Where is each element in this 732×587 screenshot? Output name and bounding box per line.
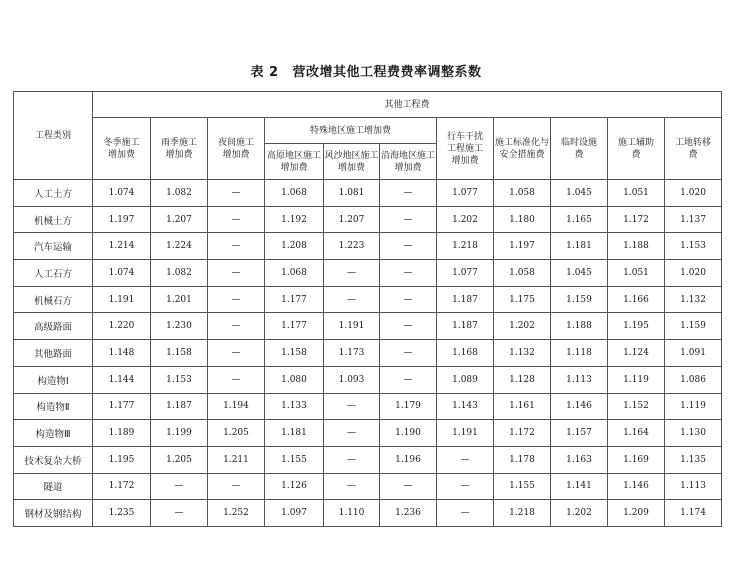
coefficient-cell: 1.086 bbox=[665, 366, 722, 393]
table-row bbox=[14, 233, 722, 260]
coefficient-cell: 1.146 bbox=[551, 393, 608, 420]
coefficient-cell: 1.180 bbox=[494, 206, 551, 233]
coefficient-cell: 1.218 bbox=[494, 500, 551, 527]
coefficient-cell: 1.191 bbox=[324, 313, 380, 340]
coefficient-cell: 1.178 bbox=[494, 446, 551, 473]
coefficient-cell: 1.091 bbox=[665, 340, 722, 367]
coefficient-cell: 1.196 bbox=[380, 446, 437, 473]
coefficient-cell: 1.118 bbox=[551, 340, 608, 367]
header-site-transfer: 工地转移费 bbox=[665, 118, 722, 180]
coefficient-cell: 1.207 bbox=[324, 206, 380, 233]
coefficient-cell: 1.164 bbox=[608, 420, 665, 447]
coefficient-cell: 1.153 bbox=[151, 366, 208, 393]
coefficient-cell: 1.172 bbox=[494, 420, 551, 447]
coefficient-cell: 1.189 bbox=[93, 420, 151, 447]
coefficient-cell: 1.208 bbox=[265, 233, 324, 260]
header-temporary-facilities: 临时设施费 bbox=[551, 118, 608, 180]
coefficient-cell: 1.190 bbox=[380, 420, 437, 447]
coefficient-cell: 1.191 bbox=[93, 286, 151, 313]
coefficient-cell: 1.148 bbox=[93, 340, 151, 367]
coefficient-cell: — bbox=[208, 206, 265, 233]
coefficient-cell: 1.187 bbox=[151, 393, 208, 420]
coefficient-table bbox=[13, 91, 722, 527]
coefficient-cell: 1.159 bbox=[551, 286, 608, 313]
coefficient-cell: 1.172 bbox=[93, 473, 151, 500]
row-category-name: 人工土方 bbox=[14, 180, 93, 207]
coefficient-cell: 1.128 bbox=[494, 366, 551, 393]
coefficient-cell: 1.113 bbox=[665, 473, 722, 500]
coefficient-cell: 1.202 bbox=[551, 500, 608, 527]
coefficient-cell: 1.218 bbox=[437, 233, 494, 260]
header-category: 工程类别 bbox=[14, 92, 93, 180]
table-row bbox=[14, 393, 722, 420]
coefficient-cell: 1.220 bbox=[93, 313, 151, 340]
coefficient-cell: — bbox=[208, 473, 265, 500]
coefficient-cell: 1.224 bbox=[151, 233, 208, 260]
header-plateau: 高原地区施工增加费 bbox=[265, 144, 324, 180]
coefficient-cell: 1.020 bbox=[665, 180, 722, 207]
coefficient-cell: 1.058 bbox=[494, 180, 551, 207]
coefficient-cell: 1.211 bbox=[208, 446, 265, 473]
coefficient-cell: — bbox=[208, 180, 265, 207]
row-category-name: 高级路面 bbox=[14, 313, 93, 340]
row-category-name: 汽车运输 bbox=[14, 233, 93, 260]
coefficient-cell: 1.187 bbox=[437, 313, 494, 340]
coefficient-cell: 1.187 bbox=[437, 286, 494, 313]
table-body bbox=[14, 180, 722, 527]
coefficient-cell: 1.126 bbox=[265, 473, 324, 500]
coefficient-cell: — bbox=[208, 340, 265, 367]
coefficient-cell: 1.113 bbox=[551, 366, 608, 393]
coefficient-cell: — bbox=[380, 206, 437, 233]
header-coastal: 沿海地区施工增加费 bbox=[380, 144, 437, 180]
table-row bbox=[14, 286, 722, 313]
coefficient-cell: 1.152 bbox=[608, 393, 665, 420]
coefficient-cell: 1.080 bbox=[265, 366, 324, 393]
coefficient-cell: 1.172 bbox=[608, 206, 665, 233]
coefficient-cell: 1.192 bbox=[265, 206, 324, 233]
row-category-name: 构造物Ⅲ bbox=[14, 420, 93, 447]
coefficient-cell: — bbox=[380, 233, 437, 260]
row-category-name: 机械石方 bbox=[14, 286, 93, 313]
coefficient-cell: — bbox=[324, 446, 380, 473]
coefficient-cell: — bbox=[380, 340, 437, 367]
coefficient-cell: 1.158 bbox=[151, 340, 208, 367]
coefficient-cell: — bbox=[151, 473, 208, 500]
coefficient-cell: — bbox=[437, 446, 494, 473]
header-night: 夜间施工增加费 bbox=[208, 118, 265, 180]
header-rainy: 雨季施工增加费 bbox=[151, 118, 208, 180]
coefficient-cell: 1.068 bbox=[265, 260, 324, 287]
coefficient-cell: 1.179 bbox=[380, 393, 437, 420]
row-category-name: 机械土方 bbox=[14, 206, 93, 233]
coefficient-cell: 1.020 bbox=[665, 260, 722, 287]
coefficient-cell: 1.202 bbox=[494, 313, 551, 340]
table-row bbox=[14, 420, 722, 447]
coefficient-cell: 1.045 bbox=[551, 260, 608, 287]
coefficient-cell: 1.230 bbox=[151, 313, 208, 340]
coefficient-cell: — bbox=[324, 393, 380, 420]
coefficient-cell: 1.163 bbox=[551, 446, 608, 473]
coefficient-cell: 1.077 bbox=[437, 180, 494, 207]
coefficient-cell: 1.155 bbox=[265, 446, 324, 473]
table-row bbox=[14, 313, 722, 340]
coefficient-cell: 1.081 bbox=[324, 180, 380, 207]
coefficient-cell: 1.175 bbox=[494, 286, 551, 313]
row-category-name: 技术复杂大桥 bbox=[14, 446, 93, 473]
table-row bbox=[14, 500, 722, 527]
coefficient-cell: 1.205 bbox=[151, 446, 208, 473]
coefficient-cell: 1.197 bbox=[93, 206, 151, 233]
coefficient-cell: — bbox=[437, 473, 494, 500]
header-traffic-interference: 行车干扰工程施工增加费 bbox=[437, 118, 494, 180]
coefficient-cell: 1.153 bbox=[665, 233, 722, 260]
row-category-name: 构造物Ⅱ bbox=[14, 393, 93, 420]
coefficient-cell: 1.188 bbox=[608, 233, 665, 260]
coefficient-cell: 1.252 bbox=[208, 500, 265, 527]
coefficient-cell: 1.097 bbox=[265, 500, 324, 527]
row-category-name: 构造物Ⅰ bbox=[14, 366, 93, 393]
coefficient-cell: 1.082 bbox=[151, 260, 208, 287]
coefficient-cell: 1.235 bbox=[93, 500, 151, 527]
coefficient-cell: 1.174 bbox=[665, 500, 722, 527]
coefficient-cell: 1.146 bbox=[608, 473, 665, 500]
coefficient-cell: 1.169 bbox=[608, 446, 665, 473]
coefficient-cell: — bbox=[208, 286, 265, 313]
coefficient-cell: 1.141 bbox=[551, 473, 608, 500]
coefficient-cell: 1.195 bbox=[608, 313, 665, 340]
coefficient-cell: 1.157 bbox=[551, 420, 608, 447]
coefficient-cell: 1.201 bbox=[151, 286, 208, 313]
coefficient-cell: 1.199 bbox=[151, 420, 208, 447]
header-other-fees: 其他工程费 bbox=[93, 92, 722, 118]
coefficient-cell: 1.119 bbox=[665, 393, 722, 420]
coefficient-cell: 1.236 bbox=[380, 500, 437, 527]
coefficient-cell: 1.082 bbox=[151, 180, 208, 207]
coefficient-cell: 1.205 bbox=[208, 420, 265, 447]
coefficient-cell: 1.133 bbox=[265, 393, 324, 420]
row-category-name: 其他路面 bbox=[14, 340, 93, 367]
coefficient-cell: — bbox=[380, 286, 437, 313]
coefficient-cell: 1.223 bbox=[324, 233, 380, 260]
coefficient-cell: 1.077 bbox=[437, 260, 494, 287]
coefficient-cell: 1.144 bbox=[93, 366, 151, 393]
coefficient-cell: 1.137 bbox=[665, 206, 722, 233]
coefficient-cell: — bbox=[208, 233, 265, 260]
coefficient-cell: 1.202 bbox=[437, 206, 494, 233]
coefficient-cell: 1.074 bbox=[93, 260, 151, 287]
row-category-name: 钢材及钢结构 bbox=[14, 500, 93, 527]
table-row bbox=[14, 473, 722, 500]
coefficient-cell: — bbox=[208, 313, 265, 340]
coefficient-cell: 1.051 bbox=[608, 180, 665, 207]
coefficient-cell: — bbox=[380, 180, 437, 207]
row-category-name: 人工石方 bbox=[14, 260, 93, 287]
coefficient-cell: — bbox=[324, 286, 380, 313]
coefficient-cell: 1.130 bbox=[665, 420, 722, 447]
header-sandstorm: 风沙地区施工增加费 bbox=[324, 144, 380, 180]
table-title bbox=[0, 61, 732, 80]
coefficient-cell: 1.093 bbox=[324, 366, 380, 393]
coefficient-cell: 1.159 bbox=[665, 313, 722, 340]
coefficient-cell: — bbox=[324, 473, 380, 500]
coefficient-cell: 1.197 bbox=[494, 233, 551, 260]
coefficient-cell: 1.166 bbox=[608, 286, 665, 313]
header-auxiliary: 施工辅助费 bbox=[608, 118, 665, 180]
coefficient-cell: — bbox=[380, 366, 437, 393]
coefficient-cell: — bbox=[208, 366, 265, 393]
coefficient-cell: 1.143 bbox=[437, 393, 494, 420]
coefficient-cell: — bbox=[324, 260, 380, 287]
coefficient-cell: 1.089 bbox=[437, 366, 494, 393]
coefficient-cell: — bbox=[437, 500, 494, 527]
coefficient-cell: 1.188 bbox=[551, 313, 608, 340]
coefficient-cell: 1.132 bbox=[665, 286, 722, 313]
table-row bbox=[14, 340, 722, 367]
coefficient-cell: 1.161 bbox=[494, 393, 551, 420]
coefficient-cell: 1.135 bbox=[665, 446, 722, 473]
coefficient-cell: 1.132 bbox=[494, 340, 551, 367]
coefficient-cell: 1.209 bbox=[608, 500, 665, 527]
coefficient-cell: 1.177 bbox=[265, 313, 324, 340]
coefficient-cell: 1.158 bbox=[265, 340, 324, 367]
coefficient-cell: — bbox=[324, 420, 380, 447]
table-row bbox=[14, 180, 722, 207]
coefficient-cell: — bbox=[208, 260, 265, 287]
coefficient-cell: — bbox=[380, 313, 437, 340]
coefficient-cell: 1.074 bbox=[93, 180, 151, 207]
coefficient-cell: 1.110 bbox=[324, 500, 380, 527]
coefficient-cell: 1.068 bbox=[265, 180, 324, 207]
table-row bbox=[14, 260, 722, 287]
table-number: 表 2 bbox=[250, 65, 279, 80]
coefficient-cell: — bbox=[151, 500, 208, 527]
coefficient-cell: — bbox=[380, 260, 437, 287]
coefficient-cell: 1.195 bbox=[93, 446, 151, 473]
coefficient-cell: 1.177 bbox=[93, 393, 151, 420]
header-special-regions: 特殊地区施工增加费 bbox=[265, 118, 437, 144]
coefficient-cell: 1.214 bbox=[93, 233, 151, 260]
header-standardization-safety: 施工标准化与安全措施费 bbox=[494, 118, 551, 180]
coefficient-cell: 1.194 bbox=[208, 393, 265, 420]
table-title-text: 营改增其他工程费费率调整系数 bbox=[292, 65, 482, 80]
coefficient-cell: — bbox=[380, 473, 437, 500]
table-row bbox=[14, 366, 722, 393]
coefficient-cell: 1.168 bbox=[437, 340, 494, 367]
coefficient-cell: 1.181 bbox=[265, 420, 324, 447]
header-winter: 冬季施工增加费 bbox=[93, 118, 151, 180]
coefficient-cell: 1.191 bbox=[437, 420, 494, 447]
coefficient-cell: 1.155 bbox=[494, 473, 551, 500]
coefficient-cell: 1.177 bbox=[265, 286, 324, 313]
coefficient-cell: 1.173 bbox=[324, 340, 380, 367]
table-row bbox=[14, 446, 722, 473]
coefficient-cell: 1.165 bbox=[551, 206, 608, 233]
coefficient-cell: 1.051 bbox=[608, 260, 665, 287]
table-row bbox=[14, 206, 722, 233]
coefficient-cell: 1.181 bbox=[551, 233, 608, 260]
coefficient-cell: 1.045 bbox=[551, 180, 608, 207]
coefficient-cell: 1.124 bbox=[608, 340, 665, 367]
coefficient-cell: 1.119 bbox=[608, 366, 665, 393]
coefficient-cell: 1.207 bbox=[151, 206, 208, 233]
row-category-name: 隧道 bbox=[14, 473, 93, 500]
coefficient-cell: 1.058 bbox=[494, 260, 551, 287]
